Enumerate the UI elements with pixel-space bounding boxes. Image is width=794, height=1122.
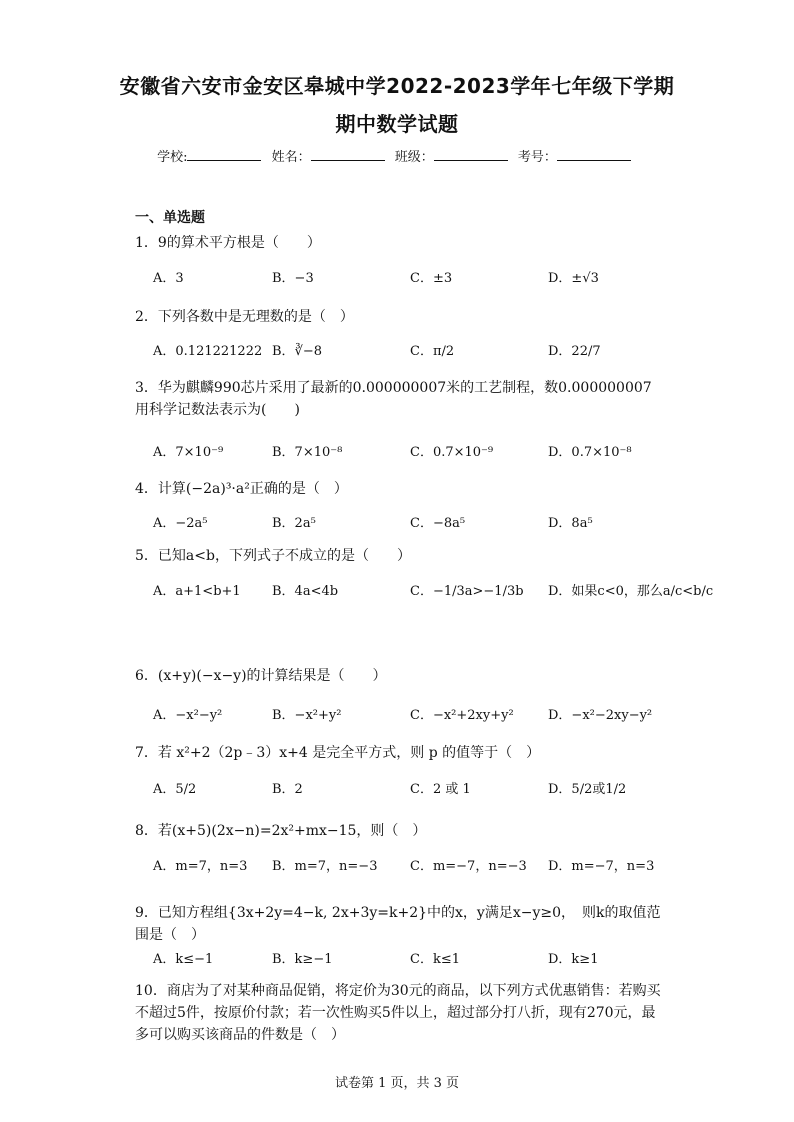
- question-4-option-d: D．8a⁵: [548, 516, 593, 531]
- number-label: 考号：: [517, 150, 557, 165]
- question-6-option-b: B．−x²+y²: [272, 708, 342, 723]
- question-5-option-c: C．−1/3a>−1/3b: [410, 584, 524, 599]
- question-8-option-a: A．m=7，n=3: [153, 859, 248, 874]
- name-blank[interactable]: [311, 148, 385, 161]
- question-2-option-d: D．22/7: [548, 344, 601, 359]
- question-7-stem: 7．若 x²+2（2p﹣3）x+4 是完全平方式，则 p 的值等于（ ）: [135, 745, 541, 761]
- school-blank[interactable]: [187, 148, 261, 161]
- question-4-option-c: C．−8a⁵: [410, 516, 466, 531]
- question-9-option-d: D．k≥1: [548, 952, 599, 967]
- question-1-option-a: A．3: [153, 271, 184, 286]
- question-1-stem: 1．9的算术平方根是（ ）: [135, 235, 321, 251]
- question-6-option-a: A．−x²−y²: [153, 708, 223, 723]
- question-3-option-a: A．7×10⁻⁹: [153, 445, 224, 460]
- question-7-option-c: C．2 或 1: [410, 782, 471, 797]
- question-5-option-a: A．a+1<b+1: [153, 584, 241, 599]
- class-blank[interactable]: [434, 148, 508, 161]
- question-9-stem: 9．已知方程组{3x+2y=4−k, 2x+3y=k+2}中的x，y满足x−y≥0， 则k的取值范围是（ ）: [135, 905, 661, 943]
- student-info-line: [0, 146, 794, 165]
- question-10-stem: 10．商店为了对某种商品促销，将定价为30元的商品，以下列方式优惠销售：若购买不超过5件，按原价付款；若一次性购买5件以上，超过部分打八折，现有270元，最多可以购买该商品的件数是（ ）: [135, 983, 661, 1043]
- question-8-option-b: B．m=7，n=−3: [272, 859, 378, 874]
- school-label: 学校:: [157, 150, 188, 165]
- page-footer: 试卷第 1 页，共 3 页: [334, 1076, 460, 1091]
- question-8-option-c: C．m=−7，n=−3: [410, 859, 527, 874]
- question-6-stem: 6．(x+y)(−x−y)的计算结果是（ ）: [135, 668, 387, 684]
- number-blank[interactable]: [557, 148, 631, 161]
- question-9-option-b: B．k≥−1: [272, 952, 333, 967]
- question-2-option-b: B．∛−8: [272, 344, 323, 359]
- question-4-stem: 4．计算(−2a)³·a²正确的是（ ）: [135, 481, 348, 497]
- question-8-stem: 8．若(x+5)(2x−n)=2x²+mx−15，则（ ）: [135, 823, 427, 839]
- question-2-stem: 2．下列各数中是无理数的是（ ）: [135, 309, 354, 325]
- question-1-option-c: C．±3: [410, 271, 453, 286]
- class-label: 班级：: [394, 150, 434, 165]
- question-3-stem: 3．华为麒麟990芯片采用了最新的0.000000007米的工艺制程，数0.000000007用科学记数法表示为( ): [135, 380, 652, 418]
- question-3-option-b: B．7×10⁻⁸: [272, 445, 343, 460]
- question-6-option-c: C．−x²+2xy+y²: [410, 708, 514, 723]
- question-4-option-a: A．−2a⁵: [153, 516, 208, 531]
- question-9-option-c: C．k≤1: [410, 952, 460, 967]
- name-label: 姓名：: [271, 150, 311, 165]
- question-5-option-d: D．如果c<0，那么a/c<b/c: [548, 584, 714, 599]
- question-1-option-d: D．±√3: [548, 271, 599, 286]
- question-8-option-d: D．m=−7，n=3: [548, 859, 655, 874]
- question-4-option-b: B．2a⁵: [272, 516, 316, 531]
- question-5-option-b: B．4a<4b: [272, 584, 339, 599]
- question-1-option-b: B．−3: [272, 271, 314, 286]
- question-7-option-d: D．5/2或1/2: [548, 782, 627, 797]
- question-6-option-d: D．−x²−2xy−y²: [548, 708, 653, 723]
- question-7-option-a: A．5/2: [153, 782, 197, 797]
- question-5-stem: 5．已知a<b，下列式子不成立的是（ ）: [135, 548, 411, 564]
- question-3-option-c: C．0.7×10⁻⁹: [410, 445, 494, 460]
- section-heading: 一、单选题: [135, 210, 205, 226]
- exam-title-line1: 安徽省六安市金安区皋城中学2022-2023学年七年级下学期: [119, 74, 675, 98]
- question-3-option-d: D．0.7×10⁻⁸: [548, 445, 632, 460]
- question-2-option-c: C．π/2: [410, 344, 455, 359]
- question-2-option-a: A．0.121221222: [153, 344, 263, 359]
- question-7-option-b: B．2: [272, 782, 303, 797]
- exam-title-line2: 期中数学试题: [335, 112, 459, 136]
- question-9-option-a: A．k≤−1: [153, 952, 214, 967]
